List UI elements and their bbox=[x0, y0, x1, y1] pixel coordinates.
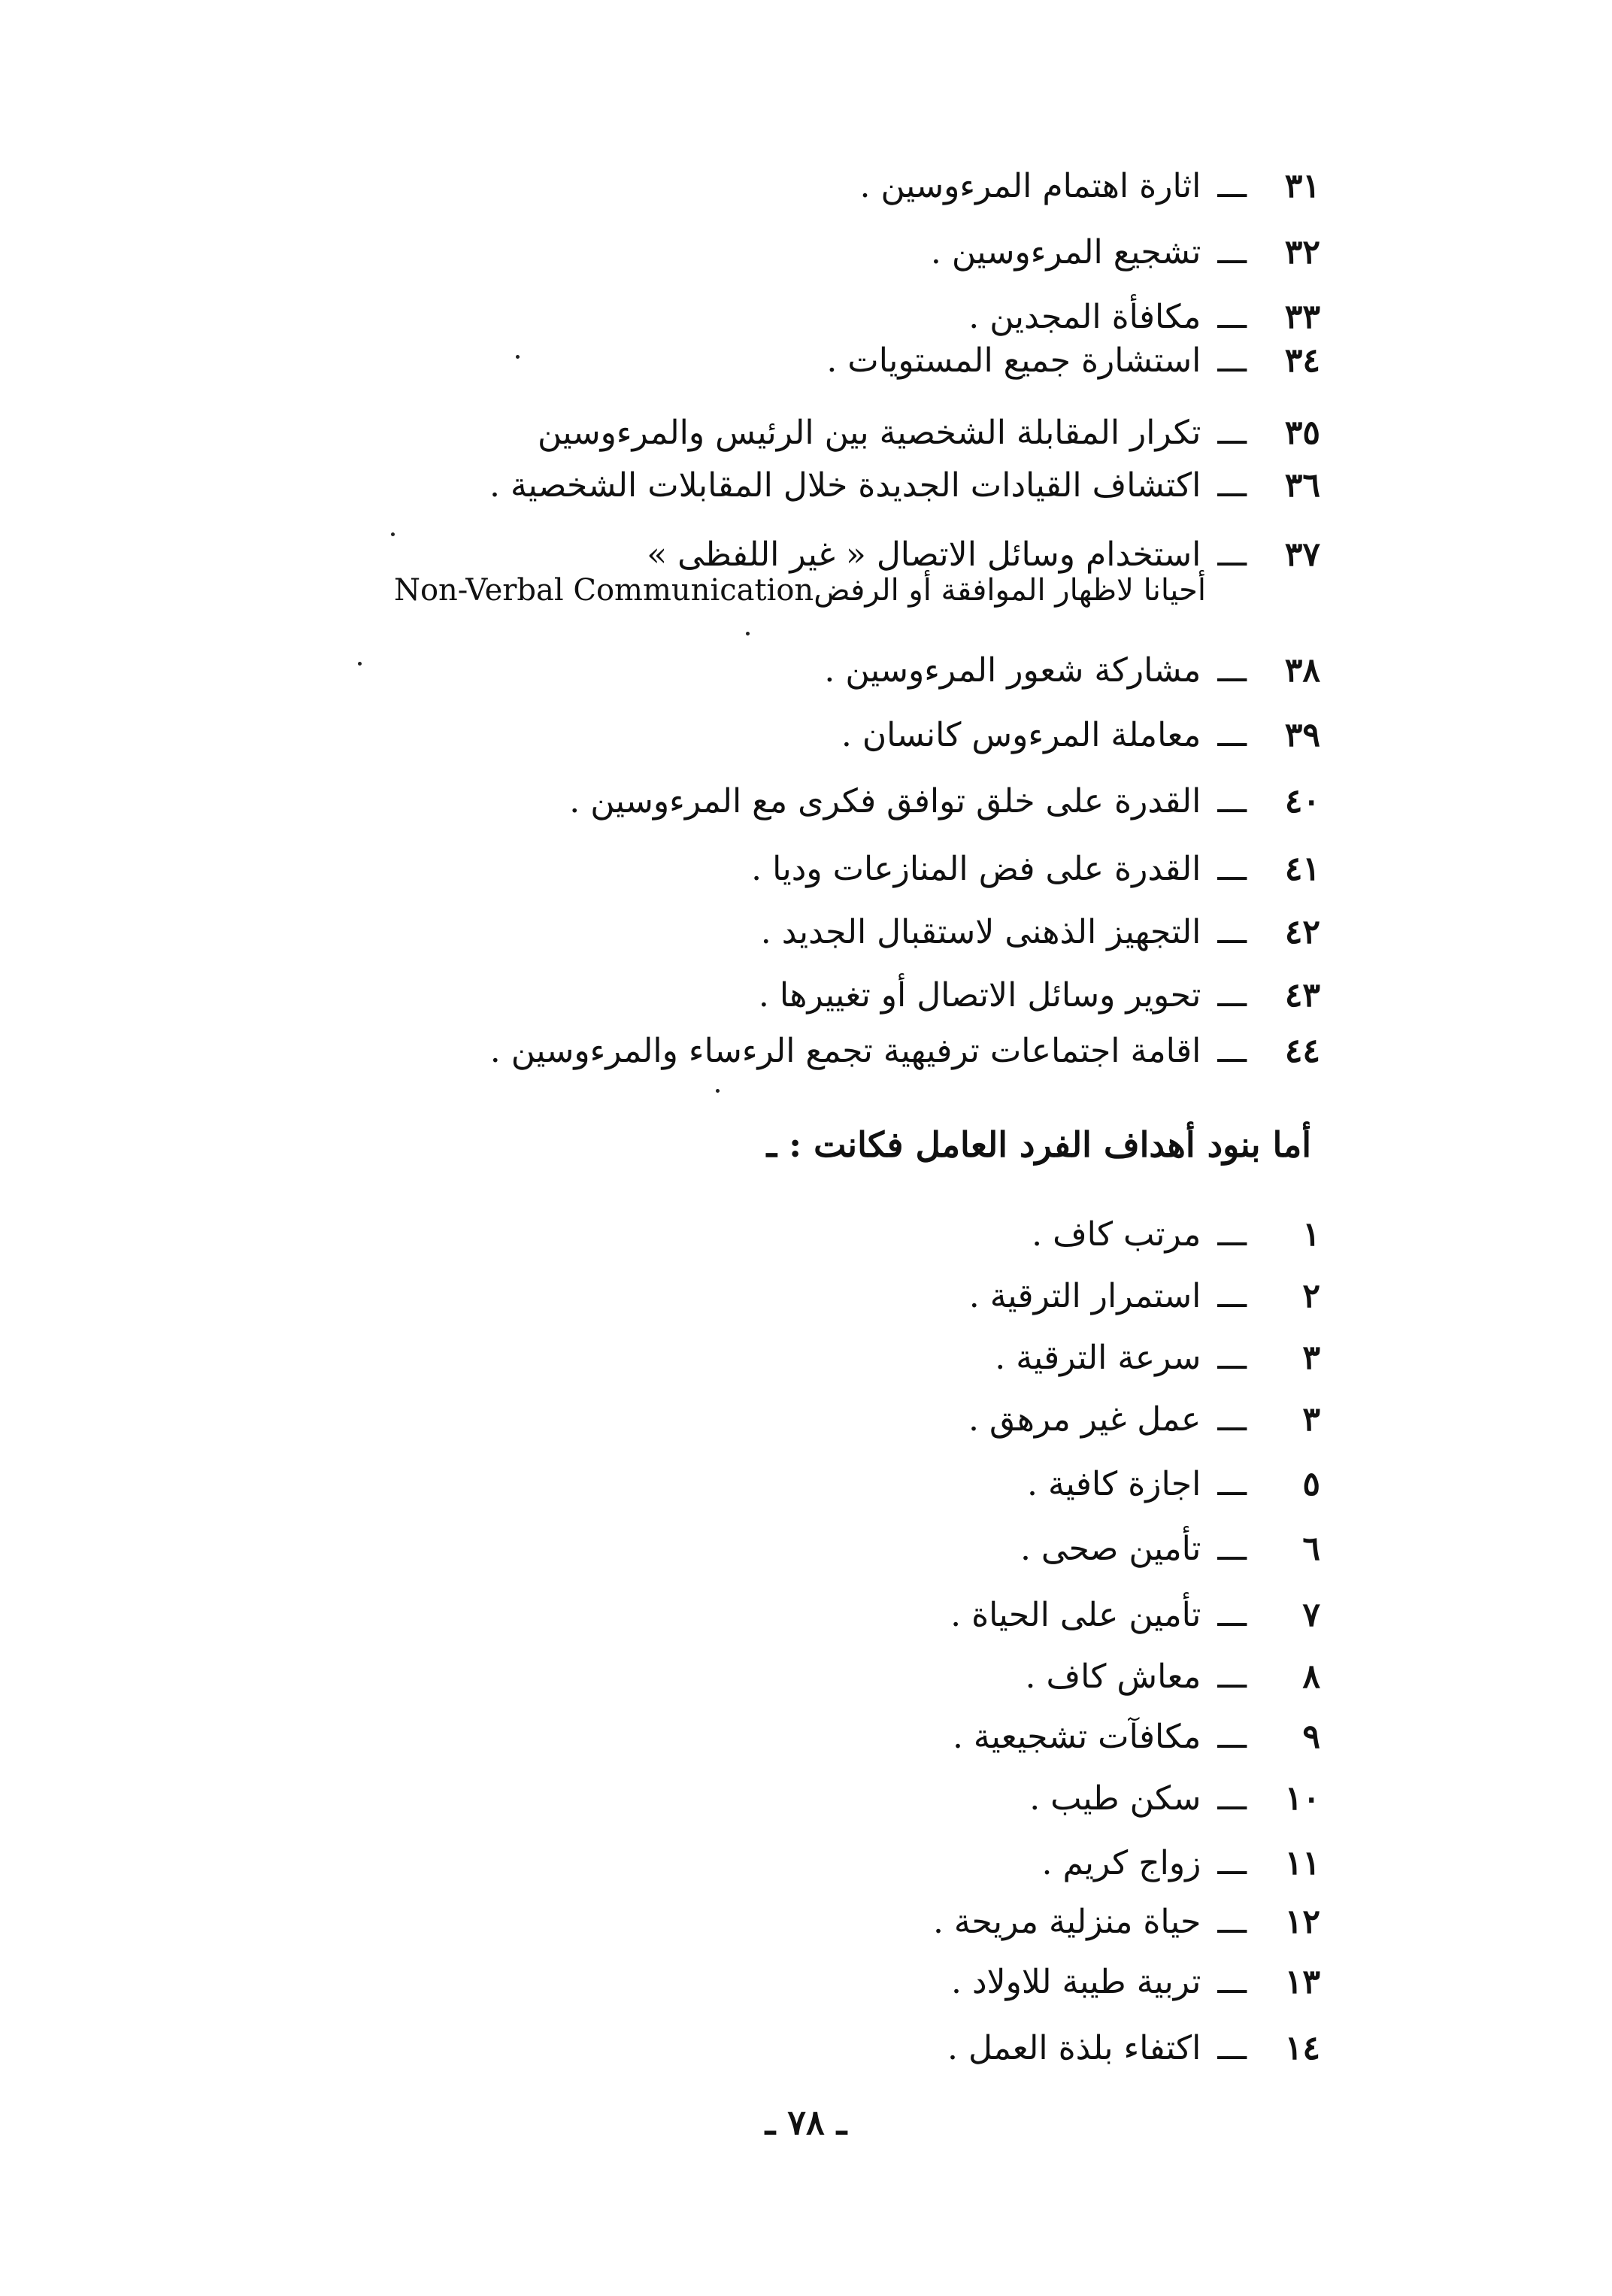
item-number: ١٣ bbox=[1284, 1963, 1320, 2001]
item-text: تأمين صحى . bbox=[1020, 1530, 1201, 1568]
list-item bbox=[947, 2026, 1320, 2071]
item-number: ١٠ bbox=[1284, 1779, 1320, 1818]
item-number: ٣ bbox=[1302, 1339, 1320, 1377]
item-dash: ـــ bbox=[1217, 341, 1247, 380]
list-item bbox=[489, 463, 1320, 508]
item-number: ٣ bbox=[1302, 1400, 1320, 1439]
list-item bbox=[1041, 1841, 1320, 1886]
item-number: ١٢ bbox=[1284, 1903, 1320, 1941]
item-number: ٤١ bbox=[1284, 850, 1320, 888]
item-number: ٤٤ bbox=[1284, 1032, 1320, 1070]
item-dash: ـــ bbox=[1217, 233, 1247, 271]
item-dash: ـــ bbox=[1217, 976, 1247, 1015]
scan-speck bbox=[358, 662, 362, 666]
list-item bbox=[1027, 1462, 1320, 1507]
item-number: ٨ bbox=[1302, 1658, 1320, 1696]
item-dash: ـــ bbox=[1217, 651, 1247, 690]
item-number: ١ bbox=[1302, 1215, 1320, 1254]
list-item bbox=[490, 1029, 1320, 1074]
item-text: زواج كريم . bbox=[1041, 1844, 1201, 1882]
item-dash: ـــ bbox=[1217, 1963, 1247, 2001]
list-item bbox=[826, 338, 1320, 384]
item-text: معاش كاف . bbox=[1025, 1658, 1201, 1696]
item-number: ٣٣ bbox=[1284, 298, 1320, 336]
scan-speck bbox=[391, 532, 395, 536]
list-item bbox=[824, 648, 1320, 693]
scan-speck bbox=[516, 355, 520, 359]
item-text: القدرة على فض المنازعات وديا . bbox=[751, 850, 1201, 888]
item-text: سكن طيب . bbox=[1029, 1779, 1201, 1818]
item-dash: ـــ bbox=[1217, 1215, 1247, 1254]
list-item bbox=[931, 230, 1320, 275]
item-dash: ـــ bbox=[1217, 535, 1247, 574]
item-text: عمل غير مرهق . bbox=[968, 1400, 1201, 1439]
list-item bbox=[751, 847, 1320, 892]
item-text: القدرة على خلق توافق فكرى مع المرءوسين . bbox=[569, 782, 1201, 820]
list-item bbox=[969, 1274, 1320, 1319]
item-dash: ـــ bbox=[1217, 850, 1247, 888]
item-text: سرعة الترقية . bbox=[995, 1339, 1201, 1377]
list-item bbox=[1020, 1527, 1320, 1572]
list-item bbox=[759, 973, 1320, 1018]
item-number: ٣٥ bbox=[1284, 414, 1320, 452]
item-dash: ـــ bbox=[1217, 1339, 1247, 1377]
item-dash: ـــ bbox=[1217, 466, 1247, 505]
list-item bbox=[968, 1397, 1320, 1442]
item-text: استشارة جميع المستويات . bbox=[826, 341, 1201, 380]
item-dash: ـــ bbox=[1217, 298, 1247, 336]
list-item bbox=[538, 411, 1320, 456]
list-item bbox=[1025, 1655, 1320, 1700]
item-dash: ـــ bbox=[1217, 1530, 1247, 1568]
item-text: اثارة اهتمام المرءوسين . bbox=[859, 167, 1201, 205]
section-heading: أما بنود أهداف الفرد العامل فكانت : ـ bbox=[766, 1124, 1311, 1165]
item-dash: ـــ bbox=[1217, 167, 1247, 205]
item-text: مشاركة شعور المرءوسين . bbox=[824, 651, 1201, 690]
item-text: معاملة المرءوس كانسان . bbox=[841, 716, 1201, 754]
item-text: مرتب كاف . bbox=[1032, 1215, 1201, 1254]
item-text: مكافأة المجدين . bbox=[968, 298, 1201, 336]
item-number: ١٤ bbox=[1284, 2029, 1320, 2067]
item-number: ٤٢ bbox=[1284, 913, 1320, 951]
item-text: اكتفاء بلذة العمل . bbox=[947, 2029, 1201, 2067]
item-number: ٣٩ bbox=[1284, 716, 1320, 754]
list-item bbox=[761, 910, 1320, 955]
item-dash: ـــ bbox=[1217, 1465, 1247, 1503]
item-text: حياة منزلية مريحة . bbox=[932, 1903, 1201, 1941]
item-dash: ـــ bbox=[1217, 1658, 1247, 1696]
item-number: ١١ bbox=[1284, 1844, 1320, 1882]
item-dash: ـــ bbox=[1217, 2029, 1247, 2067]
item-dash: ـــ bbox=[1217, 414, 1247, 452]
list-item bbox=[569, 779, 1320, 824]
item-number: ٦ bbox=[1302, 1530, 1320, 1568]
item-number: ٣٢ bbox=[1284, 233, 1320, 271]
item-text: استخدام وسائل الاتصال « غير اللفظى » bbox=[647, 535, 1201, 574]
item-number: ٣٧ bbox=[1284, 535, 1320, 574]
item-number: ٣٨ bbox=[1284, 651, 1320, 690]
item-dash: ـــ bbox=[1217, 1718, 1247, 1756]
item-dash: ـــ bbox=[1217, 782, 1247, 820]
scan-speck bbox=[716, 1089, 720, 1093]
item-dash: ـــ bbox=[1217, 1779, 1247, 1818]
item-dash: ـــ bbox=[1217, 1903, 1247, 1941]
item-number: ٣١ bbox=[1284, 167, 1320, 205]
item-dash: ـــ bbox=[1217, 716, 1247, 754]
list-item bbox=[841, 713, 1320, 758]
item-number: ٤٠ bbox=[1284, 782, 1320, 820]
item-number: ٤٣ bbox=[1284, 976, 1320, 1015]
list-item bbox=[859, 164, 1320, 209]
list-item bbox=[953, 1715, 1320, 1760]
item-text: استمرار الترقية . bbox=[968, 1277, 1201, 1315]
item-dash: ـــ bbox=[1217, 913, 1247, 951]
item-text: مكافآت تشجيعية . bbox=[952, 1718, 1201, 1756]
item-number: ٢ bbox=[1302, 1277, 1320, 1315]
item-continuation-text: Non-Verbal Communicationأحيانا لاظهار الموافقة أو الرفض bbox=[393, 573, 1206, 608]
item-number: ٥ bbox=[1302, 1465, 1320, 1503]
list-item bbox=[951, 1960, 1320, 2005]
item-text: تحوير وسائل الاتصال أو تغييرها . bbox=[758, 976, 1201, 1015]
list-item bbox=[950, 1593, 1320, 1638]
item-number: ٣٤ bbox=[1284, 341, 1320, 380]
list-item bbox=[933, 1900, 1320, 1945]
item-dash: ـــ bbox=[1217, 1032, 1247, 1070]
list-item bbox=[1029, 1776, 1320, 1821]
item-number: ٣٦ bbox=[1284, 466, 1320, 505]
page-number: ـ ٧٨ ـ bbox=[765, 2102, 847, 2143]
item-text: التجهيز الذهنى لاستقبال الجديد . bbox=[760, 913, 1201, 951]
item-dash: ـــ bbox=[1217, 1400, 1247, 1439]
item-text: تربية طيبة للاولاد . bbox=[950, 1963, 1201, 2001]
item-text: تشجيع المرءوسين . bbox=[930, 233, 1201, 271]
item-number: ٩ bbox=[1302, 1718, 1320, 1756]
scan-speck bbox=[746, 632, 750, 635]
item-dash: ـــ bbox=[1217, 1844, 1247, 1882]
item-text: تأمين على الحياة . bbox=[950, 1596, 1201, 1634]
item-text: اقامة اجتماعات ترفيهية تجمع الرءساء والمرءوسين . bbox=[489, 1032, 1201, 1070]
item-dash: ـــ bbox=[1217, 1277, 1247, 1315]
list-item bbox=[1032, 1212, 1320, 1257]
item-text: اجازة كافية . bbox=[1026, 1465, 1201, 1503]
list-item bbox=[968, 295, 1320, 340]
item-dash: ـــ bbox=[1217, 1596, 1247, 1634]
list-item bbox=[995, 1336, 1320, 1381]
item-number: ٧ bbox=[1302, 1596, 1320, 1634]
item-text: اكتشاف القيادات الجديدة خلال المقابلات الشخصية . bbox=[489, 466, 1201, 505]
item-text: تكرار المقابلة الشخصية بين الرئيس والمرءوسين bbox=[537, 414, 1201, 452]
